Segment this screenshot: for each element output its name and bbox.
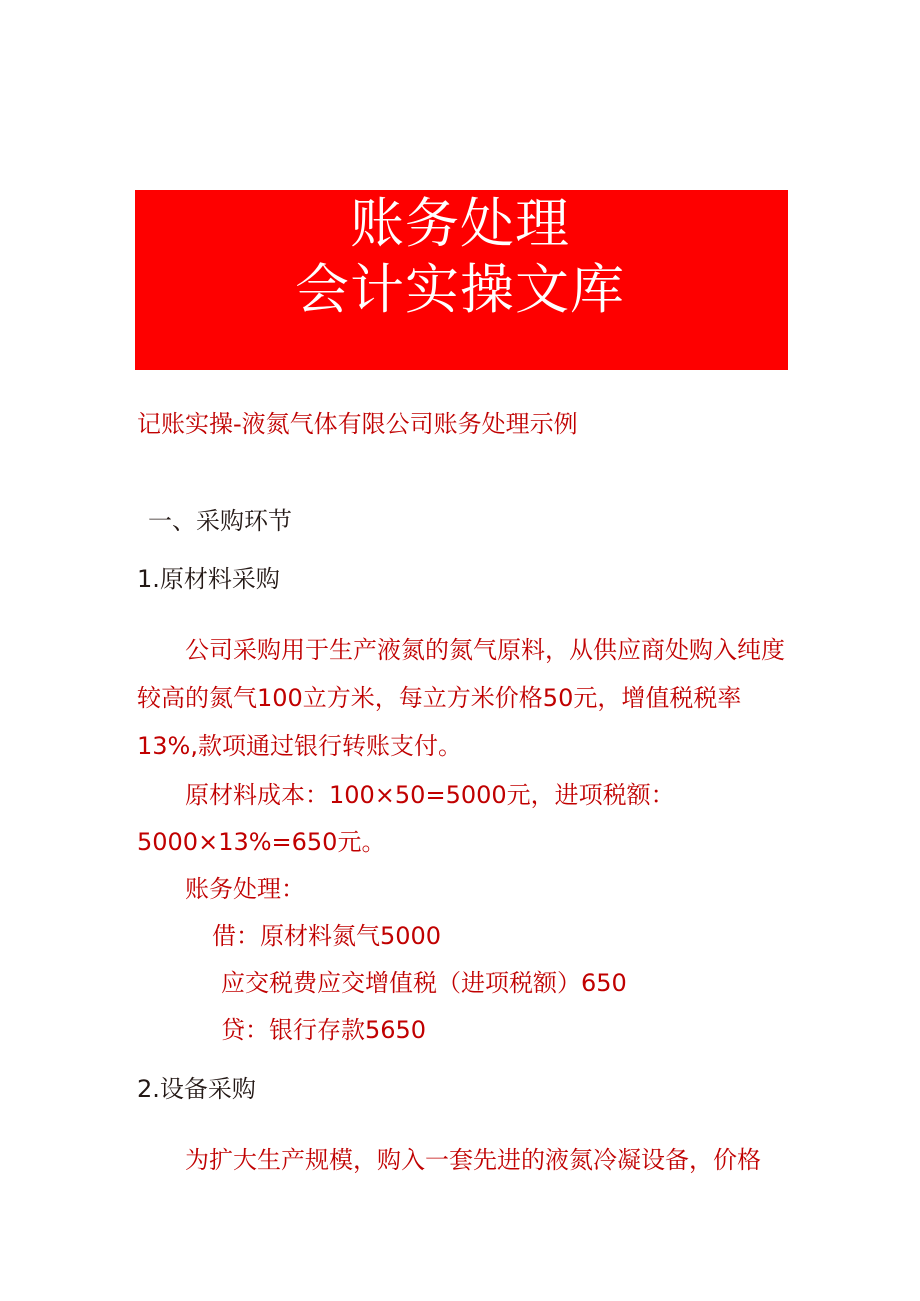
journal-debit-line: 借：原材料氮气5000 (212, 922, 442, 950)
journal-debit-tax-line: 应交税费应交增值税（进项税额）650 (221, 969, 627, 997)
cost-line-2: 5000×13%=650元。 (137, 828, 386, 856)
banner-title-line2: 会计实操文库 (295, 258, 625, 321)
entry-label: 账务处理： (185, 875, 305, 903)
subheading-equipment: 2.设备采购 (137, 1075, 256, 1103)
banner-title-line1: 账务处理 (350, 192, 570, 255)
paragraph-equipment: 为扩大生产规模，购入一套先进的液氮冷凝设备，价格 (185, 1146, 761, 1174)
journal-credit-line: 贷：银行存款5650 (221, 1016, 427, 1044)
cost-line-1: 原材料成本：100×50=5000元，进项税额： (185, 781, 675, 809)
paragraph-raw-material: 公司采购用于生产液氮的氮气原料，从供应商处购入纯度较高的氮气100立方米，每立方米价格50元，增值税税率13%,款项通过银行转账支付。 (137, 636, 785, 760)
document-title: 记账实操-液氮气体有限公司账务处理示例 (137, 410, 578, 438)
section-heading-purchase: 一、采购环节 (148, 507, 292, 535)
subheading-raw-material: 1.原材料采购 (137, 565, 280, 593)
